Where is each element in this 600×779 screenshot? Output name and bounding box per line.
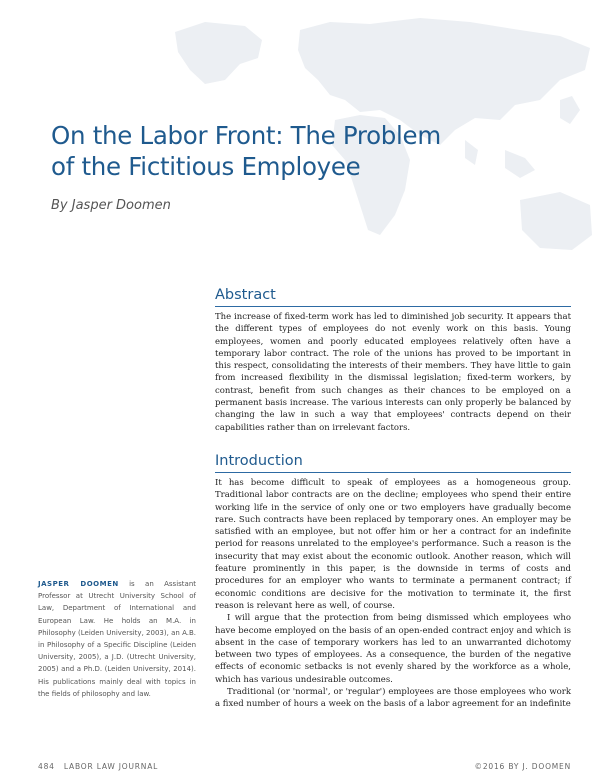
introduction-body [215, 477, 571, 711]
abstract-rule [215, 306, 571, 307]
footer-copyright: ©2016 BY J. DOOMEN [474, 762, 571, 771]
footer-left [38, 762, 158, 771]
intro-paragraph-1: It has become difficult to speak of employees as a homogeneous group. Traditional labor contracts are on the decline; employees who spend their entire working life in the service of only one or two employers have gradually become rare. Such contracts have been replaced by temporary ones. An employer may be satisfied with an employee, but not offer him or her a contract for an indefinite period for reasons unrelated to the employee's performance. Such a reason is the insecurity that may exist about the economic outlook. Another reason, which will feature prominently in this paper, is the downside in terms of costs and procedures for an employer who wants to terminate a permanent contract; if economic conditions are decisive for the motivation to terminate it, the first reason is relevant here as well, of course. [215, 478, 571, 611]
journal-name: LABOR LAW JOURNAL [63, 762, 159, 771]
abstract-text: The increase of fixed-term work has led to diminished job security. It appears that the different types of employees do not evenly work on this basis. Young employees, women and poorly educated employees relatively often have a temporary labor contract. The role of the unions has proved to be important in this respect, consolidating the interests of their members. They have little to gain from increased flexibility in the dismissal legislation; fixed-term workers, by contrast, benefit from such changes as their chances to be employed on a permanent basis increase. The various interests can only properly be balanced by changing the law in such a way that employees' contracts depend on their capabilities rather than on irrelevant factors. [215, 312, 571, 433]
introduction-heading: Introduction [215, 453, 303, 469]
title-line-2: of the Fictitious Employee [51, 152, 361, 181]
article-title [51, 120, 571, 182]
intro-paragraph-2: I will argue that the protection from being dismissed which employees who have become employed on the basis of an open-ended contract enjoy and which is absent in the case of temporary workers has led to an unwarranted dichotomy between two types of employees. As a consequence, the burden of the negative effects of economic setbacks is not evenly shared by the workforce as a whole, which has various undesirable outcomes. [215, 613, 571, 685]
bio-author-name: JASPER DOOMEN [38, 580, 119, 588]
intro-paragraph-3: Traditional (or 'normal', or 'regular') employees are those employees who work a fixed number of hours a week on the basis of a labor agreement for an indefinite [215, 687, 571, 710]
abstract-heading: Abstract [215, 287, 276, 303]
bio-text: is an Assistant Professor at Utrecht University School of Law, Department of International and European Law. He holds an M.A. in Philosophy (Leiden University, 2003), an A.B. in Philosophy of a Specific Discipline (Leiden University, 2005), a J.D. (Utrecht University, 2005) and a Ph.D. (Leiden University, 2014). His publications mainly deal with topics in the fields of philosophy and law. [38, 580, 196, 698]
introduction-rule [215, 472, 571, 473]
title-line-1: On the Labor Front: The Problem [51, 121, 441, 150]
abstract-body [215, 311, 571, 434]
author-byline: By Jasper Doomen [51, 198, 171, 213]
page-number: 484 [38, 762, 55, 771]
author-bio [38, 578, 196, 700]
